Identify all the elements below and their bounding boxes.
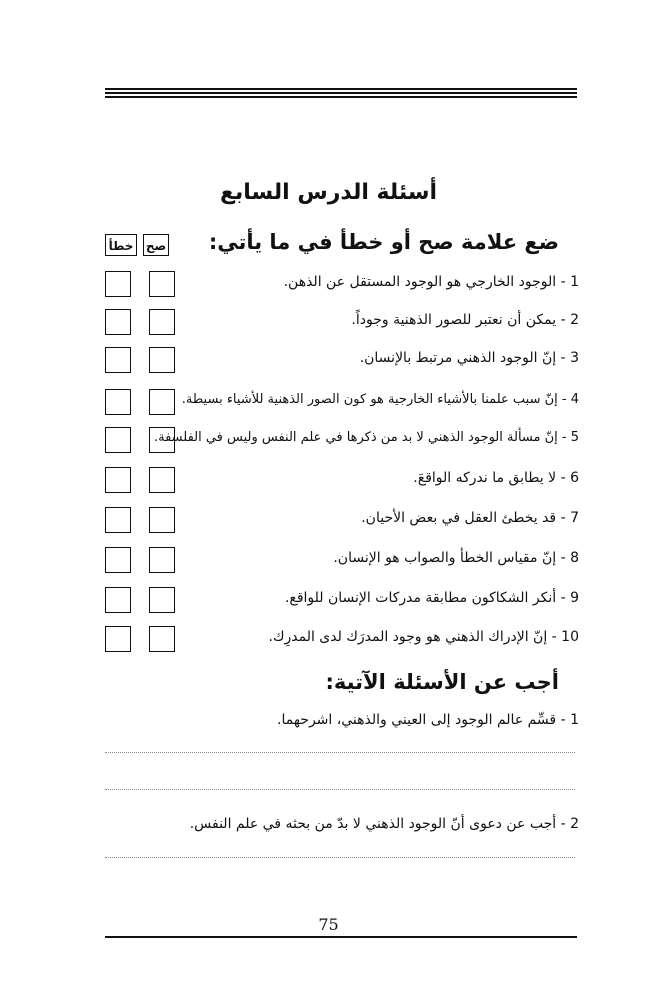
page-title: أسئلة الدرس السابع bbox=[219, 180, 438, 205]
tf-question-text: 3 - إنّ الوجود الذهني مرتبط بالإنسان. bbox=[359, 350, 579, 366]
open-question-text: 1 - قسِّم عالم الوجود إلى العيني والذهني، اشرحهما. bbox=[277, 712, 579, 728]
section-true-false-title: ضع علامة صح أو خطأ في ما يأتي: bbox=[208, 230, 559, 254]
tf-question-row bbox=[0, 507, 657, 537]
false-column-header: خطأ bbox=[105, 234, 137, 256]
false-checkbox[interactable] bbox=[105, 347, 131, 373]
top-rule-1 bbox=[105, 88, 577, 90]
true-checkbox[interactable] bbox=[149, 389, 175, 415]
false-checkbox[interactable] bbox=[105, 547, 131, 573]
tf-question-text: 6 - لا يطابق ما ندركه الواقعَ. bbox=[413, 470, 579, 486]
tf-question-text: 8 - إنّ مقياس الخطأ والصواب هو الإنسان. bbox=[333, 550, 579, 566]
true-checkbox[interactable] bbox=[149, 467, 175, 493]
bottom-rule bbox=[105, 936, 577, 938]
tf-question-row bbox=[0, 347, 657, 377]
true-checkbox[interactable] bbox=[149, 309, 175, 335]
tf-question-row bbox=[0, 547, 657, 577]
page-number: 75 bbox=[318, 915, 339, 934]
answer-line[interactable] bbox=[105, 857, 575, 858]
top-rule-3 bbox=[105, 96, 577, 98]
tf-question-text: 7 - قد يخطئ العقل في بعض الأحيان. bbox=[361, 510, 579, 526]
true-checkbox[interactable] bbox=[149, 547, 175, 573]
true-checkbox[interactable] bbox=[149, 626, 175, 652]
tf-question-text: 4 - إنّ سبب علمنا بالأشياء الخارجية هو كون الصور الذهنية للأشياء بسيطة. bbox=[181, 392, 579, 407]
tf-question-text: 5 - إنّ مسألة الوجود الذهني لا بد من ذكرها في علم النفس وليس في الفلسفة. bbox=[153, 430, 579, 445]
tf-question-row bbox=[0, 271, 657, 301]
tf-question-text: 2 - يمكن أن نعتبر للصور الذهنية وجوداً. bbox=[351, 312, 579, 328]
true-checkbox[interactable] bbox=[149, 587, 175, 613]
tf-question-text: 9 - أنكر الشكاكون مطابقة مدركات الإنسان للواقع. bbox=[284, 590, 579, 606]
false-checkbox[interactable] bbox=[105, 467, 131, 493]
tf-question-text: 1 - الوجود الخارجي هو الوجود المستقل عن الذهن. bbox=[283, 274, 579, 290]
tf-question-row bbox=[0, 309, 657, 339]
true-checkbox[interactable] bbox=[149, 347, 175, 373]
open-question-text: 2 - أجب عن دعوى أنّ الوجود الذهني لا بدّ من بحثه في علم النفس. bbox=[189, 816, 579, 832]
tf-question-row bbox=[0, 389, 657, 419]
answer-line[interactable] bbox=[105, 752, 575, 753]
false-checkbox[interactable] bbox=[105, 626, 131, 652]
true-column-header: صح bbox=[143, 234, 169, 256]
answer-line[interactable] bbox=[105, 789, 575, 790]
tf-question-row bbox=[0, 467, 657, 497]
false-checkbox[interactable] bbox=[105, 587, 131, 613]
tf-question-row bbox=[0, 427, 657, 457]
section-answer-title: أجب عن الأسئلة الآتية: bbox=[325, 670, 559, 694]
tf-question-row bbox=[0, 587, 657, 617]
false-checkbox[interactable] bbox=[105, 427, 131, 453]
false-checkbox[interactable] bbox=[105, 389, 131, 415]
false-checkbox[interactable] bbox=[105, 271, 131, 297]
true-checkbox[interactable] bbox=[149, 507, 175, 533]
true-checkbox[interactable] bbox=[149, 427, 175, 453]
tf-question-row bbox=[0, 626, 657, 656]
true-checkbox[interactable] bbox=[149, 271, 175, 297]
top-rule-2 bbox=[105, 92, 577, 94]
false-checkbox[interactable] bbox=[105, 309, 131, 335]
false-checkbox[interactable] bbox=[105, 507, 131, 533]
tf-question-text: 10 - إنّ الإدراك الذهني هو وجود المدرَك لدى المدرِك. bbox=[268, 629, 579, 645]
